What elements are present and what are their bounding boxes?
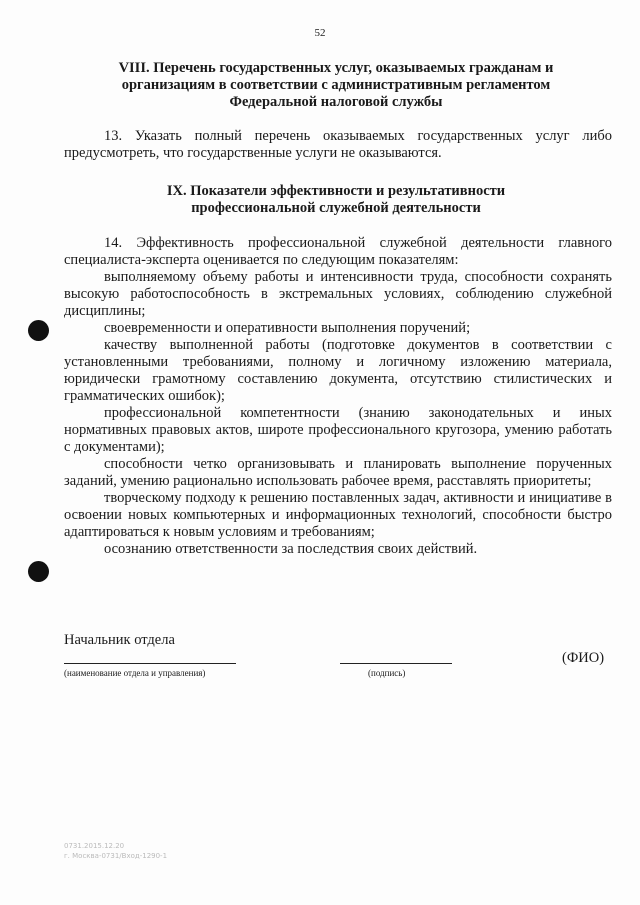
section-8-heading	[60, 60, 612, 111]
section-9-heading-line: профессиональной служебной деятельности	[191, 200, 481, 216]
indicator-item: творческому подходу к решению поставленных задач, активности и инициативе в освоении новых компьютерных и информационных технологий, способности быстро адаптироваться к новым условиям и требованиям;	[64, 490, 612, 540]
indicator-item: осознанию ответственности за последствия своих действий.	[104, 541, 478, 557]
indicator-item: своевременности и оперативности выполнения поручений;	[104, 320, 471, 336]
indicator-item: качеству выполненной работы (подготовке документов в соответствии с установленными требованиями, полному и логичному изложению материала, юридически грамотному составлению документа, отсутствию стилистических и грамматических ошибок);	[64, 337, 612, 404]
section-8-heading-line: VIII. Перечень государственных услуг, оказываемых гражданам и	[118, 60, 554, 76]
paragraph-13	[64, 128, 612, 162]
section-8-heading-line: организациям в соответствии с административным регламентом	[121, 77, 551, 93]
paragraph-14	[64, 235, 612, 558]
paragraph-14-intro: 14. Эффективность профессиональной служебной деятельности главного специалиста-эксперта оценивается по следующим показателям:	[64, 235, 612, 268]
punch-hole	[28, 320, 49, 341]
page-number: 52	[314, 27, 326, 39]
signatory-title: Начальник отдела	[64, 632, 175, 648]
indicator-item: способности четко организовывать и планировать выполнение порученных заданий, умению рационально использовать рабочее время, расставлять приоритеты;	[64, 456, 612, 489]
punch-hole	[28, 561, 49, 582]
registration-stamp: 0731.2015.12.20	[64, 842, 125, 850]
paragraph-13-text: 13. Указать полный перечень оказываемых государственных услуг либо предусмотреть, что государственные услуги не оказываются.	[64, 128, 612, 161]
section-9-heading	[60, 183, 612, 217]
indicator-item: профессиональной компетентности (знанию законодательных и иных нормативных правовых актов, широте профессионального кругозора, умению работать с документами);	[64, 405, 612, 455]
dept-caption: (наименование отдела и управления)	[64, 668, 206, 678]
fio-label: (ФИО)	[562, 650, 605, 666]
dept-signature-line	[64, 663, 236, 664]
section-9-heading-line: IX. Показатели эффективности и результативности	[166, 183, 506, 199]
signature-caption: (подпись)	[368, 668, 406, 678]
signature-line	[340, 663, 452, 664]
registration-stamp: г. Москва-0731/Вход-1290-1	[64, 852, 168, 860]
indicator-item: выполняемому объему работы и интенсивности труда, способности сохранять высокую работоспособность в экстремальных условиях, соблюдению служебной дисциплины;	[64, 269, 612, 319]
section-8-heading-line: Федеральной налоговой службы	[229, 94, 443, 110]
